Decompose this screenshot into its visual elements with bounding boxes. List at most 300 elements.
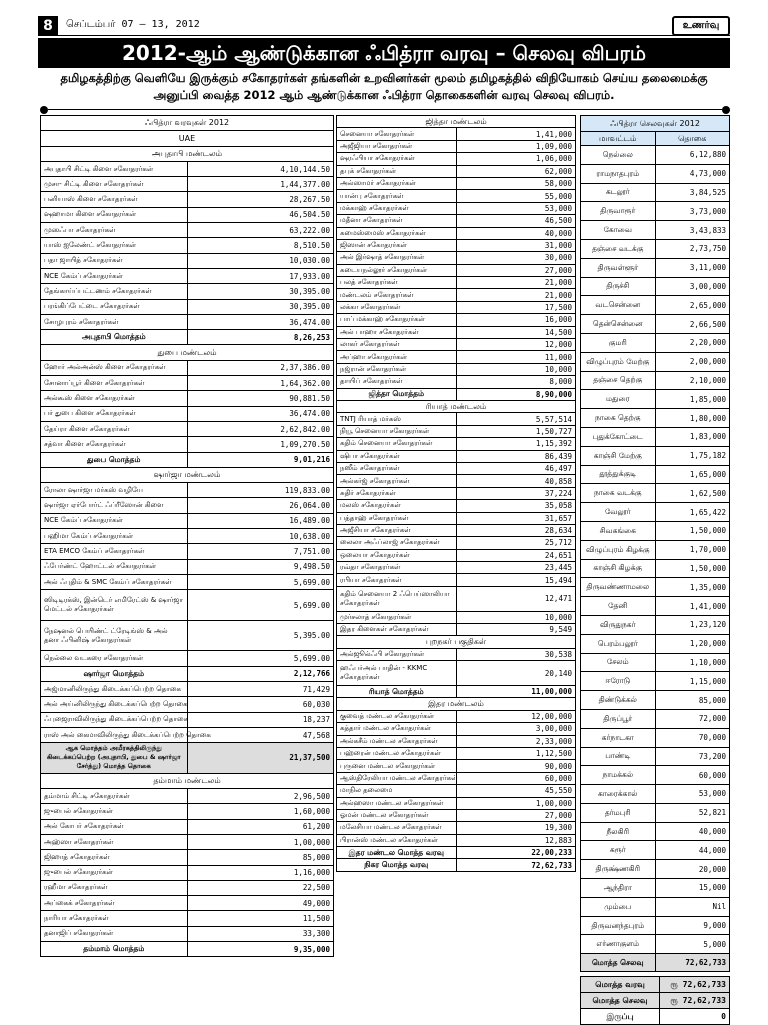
district-amount: 1,10,000 bbox=[655, 653, 730, 672]
table-row bbox=[41, 421, 334, 436]
expense-row bbox=[581, 164, 730, 183]
row-amount: 25,712 bbox=[456, 537, 576, 549]
table-row bbox=[41, 284, 334, 299]
section-title: அபுதாபி மண்டலம் bbox=[41, 146, 334, 161]
table-row bbox=[337, 809, 576, 821]
row-label: லைலா அஃப்லாஜ் சகோதரர்கள் bbox=[337, 537, 457, 549]
district-amount: 2,00,000 bbox=[655, 352, 730, 371]
table-row bbox=[337, 487, 576, 499]
table-row bbox=[41, 529, 334, 544]
masthead-logo: உணர்வு bbox=[672, 16, 730, 36]
row-label: பதா ஜாயித் சகோதரர்கள் bbox=[41, 253, 188, 268]
row-label: மலேசியா மண்டல சகோதரர்கள் bbox=[337, 822, 457, 834]
row-amount: 46,497 bbox=[456, 462, 576, 474]
row-label: மக்காஹ் சகோதரர்கள் bbox=[337, 202, 457, 214]
row-label: நிகர மொத்த வரவு bbox=[337, 859, 457, 871]
table-row bbox=[337, 512, 576, 524]
row-label: ஸிடிடிரக்ஸ், இன்டெர் எமிரேட்ஸ் & ஷார்ஜா மெட்டல் சகோதரர்கள் bbox=[41, 590, 188, 621]
district-name: புதுக்கோட்டை bbox=[581, 427, 656, 446]
table-row bbox=[41, 544, 334, 559]
table-row bbox=[337, 785, 576, 797]
district-amount: 40,000 bbox=[655, 822, 730, 841]
district-name: வடசென்னை bbox=[581, 296, 656, 315]
row-amount: 1,06,000 bbox=[456, 153, 576, 165]
intro-text: தமிழகத்திற்கு வெளியே இருக்கும் சகோதரர்கள் தங்களின் உறவினர்கள் மூலம் தமிழகத்தில் விநியோகம் செய்ய தலைமைக்கு அனுப்பி வைத்த 2012 ஆம் ஆண்டுக்கான ஃபித்ரா தொகைகளின் வரவு செலவு விபரம். bbox=[60, 71, 708, 102]
section-title: புறநகர் பகுதிகள் bbox=[337, 636, 576, 648]
table-row bbox=[337, 289, 576, 301]
table-row bbox=[337, 190, 576, 202]
district-amount: 1,83,000 bbox=[655, 427, 730, 446]
district-amount: 72,000 bbox=[655, 709, 730, 728]
district-name: மும்பை bbox=[581, 897, 656, 916]
table-row bbox=[41, 192, 334, 207]
district-amount: 15,000 bbox=[655, 879, 730, 898]
row-label: அல்ஸாமர் சகோதரர்கள் bbox=[337, 177, 457, 189]
row-label: யாஸ் ஐலேண்ட் சகோதரர்கள் bbox=[41, 238, 188, 253]
row-label: அஜீசியா சகோதரர்கள் bbox=[337, 524, 457, 536]
row-amount: 45,550 bbox=[456, 785, 576, 797]
summary-label: இருப்பு bbox=[581, 1009, 660, 1025]
row-amount: 14,500 bbox=[456, 326, 576, 338]
table-row bbox=[337, 475, 576, 487]
row-amount: 37,224 bbox=[456, 487, 576, 499]
row-amount: 9,35,000 bbox=[187, 942, 334, 957]
district-name: திருப்பூர் bbox=[581, 709, 656, 728]
row-label: லாகர் சகோதரர்கள் bbox=[337, 339, 457, 351]
summary-amount: 0 bbox=[660, 1009, 730, 1025]
row-label: ஜிஸான் சகோதரர்கள் bbox=[337, 239, 457, 251]
row-label: TNTJ ரியாத் மர்கஸ் bbox=[337, 413, 457, 425]
row-label: ஆக மொத்தம் அமீரகத்திலிருந்து கிடைக்கப்பெற்ற (அபுதாபி, துபை & ஷார்ஜா சேர்த்து) மொத்த தொகை bbox=[41, 743, 188, 774]
row-amount: 18,237 bbox=[187, 712, 334, 727]
row-amount: 30,538 bbox=[456, 648, 576, 660]
row-label: கடையநல்லூர் சகோதரர்கள் bbox=[337, 264, 457, 276]
row-amount: 5,57,514 bbox=[456, 413, 576, 425]
table-row bbox=[337, 153, 576, 165]
district-name: நீலகிரி bbox=[581, 822, 656, 841]
expense-row bbox=[581, 333, 730, 352]
row-label: பத்தாஹ் சகோதரர்கள் bbox=[337, 512, 457, 524]
table-row bbox=[337, 537, 576, 549]
row-amount: 63,222.00 bbox=[187, 223, 334, 238]
row-label: அல் அய்னிலிருந்து கிடைக்கப்பெற்ற தொகை bbox=[41, 697, 188, 712]
row-amount: 12,00,000 bbox=[456, 710, 576, 722]
table-row bbox=[337, 562, 576, 574]
district-amount: 1,85,000 bbox=[655, 390, 730, 409]
table-row bbox=[41, 253, 334, 268]
row-label: சோழபுரம் சகோதரர்கள் bbox=[41, 314, 188, 329]
row-amount: 27,000 bbox=[456, 264, 576, 276]
row-amount: 46,504.50 bbox=[187, 207, 334, 222]
row-amount: 86,439 bbox=[456, 450, 576, 462]
table-row bbox=[41, 406, 334, 421]
table-row bbox=[337, 760, 576, 772]
district-name: காஞ்சி கிழக்கு bbox=[581, 559, 656, 578]
row-amount: 11,500 bbox=[187, 911, 334, 926]
expense-row bbox=[581, 935, 730, 954]
row-label: ஜுபைல் சகோதரர்கள் bbox=[41, 865, 188, 880]
expense-row bbox=[581, 371, 730, 390]
row-label: தாயிப் சகோதரர்கள் bbox=[337, 376, 457, 388]
expense-total-label: மொத்த செலவு bbox=[581, 954, 656, 972]
district-amount: 52,821 bbox=[655, 803, 730, 822]
district-amount: 1,75,182 bbox=[655, 446, 730, 465]
table-row bbox=[41, 299, 334, 314]
section-header bbox=[41, 467, 334, 482]
expense-row bbox=[581, 146, 730, 165]
table-row bbox=[337, 500, 576, 512]
table-row bbox=[337, 797, 576, 809]
row-label: அல் பாஹா சகோதரர்கள் bbox=[337, 326, 457, 338]
district-name: திருக்ஷ்ணகிரி bbox=[581, 860, 656, 879]
row-amount: 90,000 bbox=[456, 760, 576, 772]
table-row bbox=[337, 549, 576, 561]
district-amount: 1,20,000 bbox=[655, 634, 730, 653]
section-header bbox=[41, 773, 334, 788]
page-number: 8 bbox=[38, 16, 58, 36]
table-row bbox=[41, 437, 334, 452]
table-row bbox=[41, 911, 334, 926]
expense-row bbox=[581, 691, 730, 710]
row-amount: 36,474.00 bbox=[187, 314, 334, 329]
district-name: சிவகங்கை bbox=[581, 521, 656, 540]
row-amount: 11,000 bbox=[456, 351, 576, 363]
district-amount: Nil bbox=[655, 897, 730, 916]
district-amount: 60,000 bbox=[655, 766, 730, 785]
income-table bbox=[40, 115, 334, 957]
row-label: அபுதாபி சிட்டி கிளை சகோதரர்கள் bbox=[41, 161, 188, 176]
expense-row bbox=[581, 578, 730, 597]
expense-column bbox=[580, 115, 730, 1025]
table-row bbox=[41, 880, 334, 895]
row-amount: 5,395.00 bbox=[187, 620, 334, 651]
district-amount: 3,84,525 bbox=[655, 183, 730, 202]
row-label: குவைத் மண்டல சகோதரர்கள் bbox=[337, 710, 457, 722]
row-amount: 9,498.50 bbox=[187, 559, 334, 574]
section-header bbox=[337, 116, 576, 128]
row-label: ஹஃபர்அல் பாதின் - KKMC சகோதரர்கள் bbox=[337, 661, 457, 686]
row-label: மலஸ் சகோதரர்கள் bbox=[337, 500, 457, 512]
row-amount: 30,000 bbox=[456, 252, 576, 264]
row-label: லக்கா சகோதரர்கள் bbox=[337, 301, 457, 313]
expense-row bbox=[581, 879, 730, 898]
row-amount: 2,96,500 bbox=[187, 789, 334, 804]
expense-row bbox=[581, 822, 730, 841]
row-label: ETA EMCO கேம்ப் சகோதரர்கள் bbox=[41, 544, 188, 559]
row-label: ஃபுஜைராவிலிருந்து கிடைக்கப்பெற்ற தொகை bbox=[41, 712, 188, 727]
district-amount: 3,43,833 bbox=[655, 221, 730, 240]
district-name: திருவண்ணாமலை bbox=[581, 578, 656, 597]
district-amount: 85,000 bbox=[655, 691, 730, 710]
row-amount: 1,44,377.00 bbox=[187, 177, 334, 192]
row-label: அல்கூஸ் கிளை சகோதரர்கள் bbox=[41, 391, 188, 406]
row-amount: 31,657 bbox=[456, 512, 576, 524]
district-name: திருவனந்தபுரம் bbox=[581, 916, 656, 935]
row-amount: 12,000 bbox=[456, 339, 576, 351]
row-amount: 49,000 bbox=[187, 896, 334, 911]
district-amount: 44,000 bbox=[655, 841, 730, 860]
district-amount: 3,73,000 bbox=[655, 202, 730, 221]
row-label: பர் துபை கிளை சகோதரர்கள் bbox=[41, 406, 188, 421]
total-row bbox=[337, 388, 576, 400]
table-row bbox=[337, 277, 576, 289]
section-header bbox=[337, 636, 576, 648]
district-amount: 1,15,000 bbox=[655, 672, 730, 691]
row-amount: 12,471 bbox=[456, 586, 576, 611]
expense-title: ஃபித்ரா செலவுகள் 2012 bbox=[581, 116, 730, 132]
row-label: ரோலா ஷார்ஜா மர்கஸ் வழியே bbox=[41, 483, 188, 498]
table-row bbox=[337, 239, 576, 251]
row-amount: 17,933.00 bbox=[187, 268, 334, 283]
district-name: வேலூர் bbox=[581, 503, 656, 522]
expense-row bbox=[581, 634, 730, 653]
table-row bbox=[41, 223, 334, 238]
row-amount: 4,10,144.50 bbox=[187, 161, 334, 176]
section-title: தம்மாம் மண்டலம் bbox=[41, 773, 334, 788]
section-title: ஃபித்ரா வரவுகள் 2012 bbox=[41, 116, 334, 131]
total-row bbox=[41, 330, 334, 345]
table-row bbox=[41, 850, 334, 865]
row-amount: 10,030.00 bbox=[187, 253, 334, 268]
row-label: மாநில தலைமை bbox=[337, 785, 457, 797]
row-amount: 1,64,362.00 bbox=[187, 376, 334, 391]
expense-total-row bbox=[581, 954, 730, 972]
row-amount: 36,474.00 bbox=[187, 406, 334, 421]
row-amount: 28,634 bbox=[456, 524, 576, 536]
district-name: நாமக்கல் bbox=[581, 766, 656, 785]
table-row bbox=[337, 772, 576, 784]
table-row bbox=[337, 177, 576, 189]
district-amount: 2,73,750 bbox=[655, 239, 730, 258]
row-label: இதர மண்டல மொத்த வரவு bbox=[337, 847, 457, 859]
expense-total-amount: 72,62,733 bbox=[655, 954, 730, 972]
row-amount: 27,000 bbox=[456, 809, 576, 821]
expense-row bbox=[581, 503, 730, 522]
section-title: UAE bbox=[41, 131, 334, 146]
summary-row bbox=[581, 1009, 730, 1025]
row-amount: 3,00,000 bbox=[456, 723, 576, 735]
row-amount: 119,833.00 bbox=[187, 483, 334, 498]
row-amount: 15,494 bbox=[456, 574, 576, 586]
table-row bbox=[337, 314, 576, 326]
district-name: மதுரை bbox=[581, 390, 656, 409]
row-amount: 5,699.00 bbox=[187, 590, 334, 621]
table-row bbox=[337, 574, 576, 586]
row-label: அல் இர்ஷாத் சகோதரர்கள் bbox=[337, 252, 457, 264]
total-row bbox=[41, 942, 334, 957]
district-name: காஞ்சி மேற்கு bbox=[581, 446, 656, 465]
expense-row bbox=[581, 728, 730, 747]
row-amount: 11,00,000 bbox=[456, 686, 576, 698]
expense-row bbox=[581, 597, 730, 616]
district-amount: 53,000 bbox=[655, 785, 730, 804]
row-amount: 1,60,000 bbox=[187, 804, 334, 819]
table-row bbox=[337, 710, 576, 722]
row-label: இதர கிளைகள் சகோதரர்கள் bbox=[337, 624, 457, 636]
expense-row bbox=[581, 559, 730, 578]
table-row bbox=[337, 128, 576, 140]
expense-row bbox=[581, 202, 730, 221]
district-amount: 1,23,120 bbox=[655, 615, 730, 634]
expense-row bbox=[581, 785, 730, 804]
row-label: ராஸ் அல் கைமாவிலிருந்து கிடைக்கப்பெற்ற தொகை bbox=[41, 727, 188, 742]
row-label: அல்ஹஸா மண்டல சகோதரர்கள் bbox=[337, 797, 457, 809]
district-amount: 70,000 bbox=[655, 728, 730, 747]
row-label: ஷார்ஜா ஏர்போர்ட் ஃப்ரீஸோன் கிளை bbox=[41, 498, 188, 513]
expense-row bbox=[581, 540, 730, 559]
row-amount: 10,000 bbox=[456, 363, 576, 375]
total-row bbox=[41, 452, 334, 467]
row-amount: 28,267.50 bbox=[187, 192, 334, 207]
district-name: தர்மபுரி bbox=[581, 803, 656, 822]
district-amount: 1,50,000 bbox=[655, 559, 730, 578]
row-label: ஆஸ்திரேலியா மண்டல சகோதரர்கள் bbox=[337, 772, 457, 784]
row-amount: 85,000 bbox=[187, 850, 334, 865]
row-label: NCE கேம்ப் சகோதரர்கள் bbox=[41, 513, 188, 528]
table-row bbox=[41, 559, 334, 574]
expense-row bbox=[581, 352, 730, 371]
district-name: பெரம்பலூர் bbox=[581, 634, 656, 653]
expense-row bbox=[581, 897, 730, 916]
district-amount: 2,10,000 bbox=[655, 371, 730, 390]
row-label: ஷார்ஜா மொத்தம் bbox=[41, 666, 188, 681]
expense-row bbox=[581, 277, 730, 296]
table-row bbox=[41, 804, 334, 819]
table-row bbox=[41, 238, 334, 253]
district-name: திருச்சி bbox=[581, 277, 656, 296]
row-label: அல்கசீம் மண்டல சகோதரர்கள் bbox=[337, 735, 457, 747]
section-title: ஜித்தா மண்டலம் bbox=[337, 116, 576, 128]
row-label: அல்கர்ஜ் சகோதரர்கள் bbox=[337, 475, 457, 487]
page-title: 2012-ஆம் ஆண்டுக்கான ஃபித்ரா வரவு – செலவு விபரம் bbox=[38, 38, 730, 68]
table-row bbox=[337, 648, 576, 660]
district-amount: 9,000 bbox=[655, 916, 730, 935]
row-amount: 9,549 bbox=[456, 624, 576, 636]
table-row bbox=[41, 513, 334, 528]
expense-row bbox=[581, 672, 730, 691]
expense-title-row bbox=[581, 116, 730, 132]
row-amount: 8,26,253 bbox=[187, 330, 334, 345]
table-row bbox=[337, 252, 576, 264]
income-column-uae-dammam bbox=[40, 115, 334, 957]
table-row bbox=[337, 834, 576, 846]
row-amount: 19,300 bbox=[456, 822, 576, 834]
issue-date: செப்டம்பர் 07 – 13, 2012 bbox=[66, 19, 200, 30]
row-label: சத்வா கிளை சகோதரர்கள் bbox=[41, 437, 188, 452]
row-amount: 61,200 bbox=[187, 819, 334, 834]
district-amount: 1,62,500 bbox=[655, 484, 730, 503]
expense-row bbox=[581, 709, 730, 728]
expense-row bbox=[581, 841, 730, 860]
row-amount: 40,858 bbox=[456, 475, 576, 487]
row-amount: 12,883 bbox=[456, 834, 576, 846]
row-label: ஷிபா சகோதரர்கள் bbox=[337, 450, 457, 462]
table-row bbox=[41, 376, 334, 391]
row-label: துபை மொத்தம் bbox=[41, 452, 188, 467]
table-row bbox=[41, 834, 334, 849]
row-amount: 33,300 bbox=[187, 926, 334, 941]
row-amount: 21,37,500 bbox=[187, 743, 334, 774]
table-row bbox=[41, 727, 334, 742]
table-row bbox=[337, 462, 576, 474]
district-name: பாண்டி bbox=[581, 747, 656, 766]
district-amount: 1,35,000 bbox=[655, 578, 730, 597]
table-row bbox=[337, 450, 576, 462]
income-column-jeddah-riyadh-others bbox=[336, 115, 576, 872]
row-amount: 10,000 bbox=[456, 611, 576, 623]
row-label: நியூ செனையா சகோதரர்கள் bbox=[337, 425, 457, 437]
row-label: அல் ஃபுதிம் & SMC கேம்ப் சகோதரர்கள் bbox=[41, 574, 188, 589]
row-amount: 30,395.00 bbox=[187, 299, 334, 314]
table-row bbox=[41, 391, 334, 406]
row-label: சோனாப்பூர் கிளை சகோதரர்கள் bbox=[41, 376, 188, 391]
row-label: அஜீஜியா சகோதரர்கள் bbox=[337, 140, 457, 152]
table-row bbox=[337, 215, 576, 227]
row-amount: 16,000 bbox=[456, 314, 576, 326]
row-label: நெல்லை வடகரை சகோதரர்கள் bbox=[41, 651, 188, 666]
row-amount: 30,395.00 bbox=[187, 284, 334, 299]
expense-row bbox=[581, 615, 730, 634]
district-name: விழுப்புரம் மேற்கு bbox=[581, 352, 656, 371]
summary-amount: ரூ 72,62,733 bbox=[660, 977, 730, 993]
section-header bbox=[337, 400, 576, 412]
expense-row bbox=[581, 221, 730, 240]
table-row bbox=[337, 425, 576, 437]
district-name: விருதுநகர் bbox=[581, 615, 656, 634]
row-label: செனையா சகோதரர்கள் bbox=[337, 128, 457, 140]
district-name: திண்டுக்கல் bbox=[581, 691, 656, 710]
expense-row bbox=[581, 766, 730, 785]
district-name: குமரி bbox=[581, 333, 656, 352]
row-amount: 2,33,000 bbox=[456, 735, 576, 747]
income-table bbox=[336, 115, 576, 872]
row-amount: 1,00,000 bbox=[456, 797, 576, 809]
row-label: அல் கோபர் சகோதரர்கள் bbox=[41, 819, 188, 834]
row-amount: 53,000 bbox=[456, 202, 576, 214]
row-label: யான்பு சகோதரர்கள் bbox=[337, 190, 457, 202]
expense-row bbox=[581, 239, 730, 258]
balance-summary bbox=[580, 976, 730, 1025]
district-name: திருவாரூர் bbox=[581, 202, 656, 221]
expense-row bbox=[581, 409, 730, 428]
row-amount: 5,699.00 bbox=[187, 651, 334, 666]
table-row bbox=[41, 161, 334, 176]
table-row bbox=[337, 363, 576, 375]
row-amount: 2,12,766 bbox=[187, 666, 334, 681]
table-row bbox=[337, 723, 576, 735]
summary-row bbox=[581, 993, 730, 1009]
table-row bbox=[337, 438, 576, 450]
expense-row bbox=[581, 521, 730, 540]
row-amount: 40,000 bbox=[456, 227, 576, 239]
row-amount: 35,058 bbox=[456, 500, 576, 512]
row-label: கமைஸ்மைஸ் சகோதரர்கள் bbox=[337, 227, 457, 239]
row-amount: 17,500 bbox=[456, 301, 576, 313]
district-name: ராமநாதபுரம் bbox=[581, 164, 656, 183]
page-header bbox=[38, 16, 730, 36]
expense-row bbox=[581, 390, 730, 409]
table-row bbox=[41, 926, 334, 941]
expense-row bbox=[581, 427, 730, 446]
row-label: பாப் மக்காஹ் சகோதரர்கள் bbox=[337, 314, 457, 326]
district-name: காரைக்கால் bbox=[581, 785, 656, 804]
row-amount: 24,651 bbox=[456, 549, 576, 561]
table-row bbox=[41, 865, 334, 880]
row-label: நேஷனல் பெயிண்ட் ட்ரேடிங்ஸ் & அல் தனா ஃபினிஷ் சகோதரர்கள் bbox=[41, 620, 188, 651]
district-name: திருவள்ளூர் bbox=[581, 258, 656, 277]
section-title: ஷார்ஜா மண்டலம் bbox=[41, 467, 334, 482]
district-name: கரூர் bbox=[581, 841, 656, 860]
